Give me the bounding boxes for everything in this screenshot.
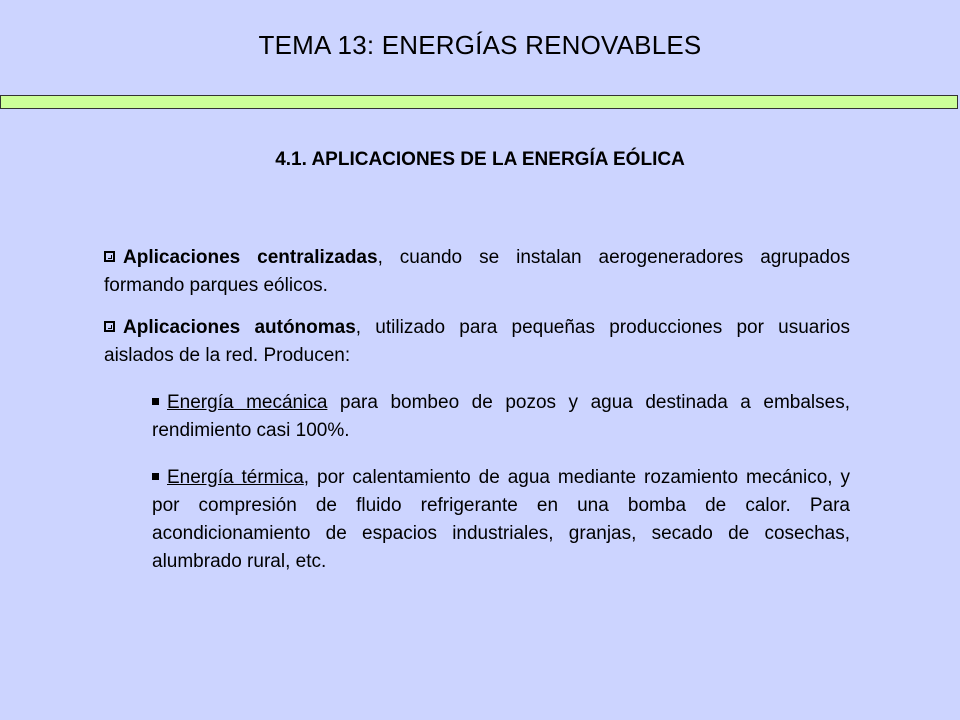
sub-list-item — [152, 464, 850, 576]
square-bullet-icon — [152, 398, 159, 405]
checkbox-bullet-icon — [104, 321, 115, 332]
checkbox-bullet-icon — [104, 251, 115, 262]
slide-title: TEMA 13: ENERGÍAS RENOVABLES — [258, 30, 702, 60]
content-body — [104, 244, 850, 590]
item-bold-label: Aplicaciones centralizadas — [123, 247, 378, 268]
list-item — [104, 314, 850, 370]
subitem-underlined-label: Energía térmica — [167, 467, 304, 488]
item-text: , utilizado para pequeñas producciones por usuarios aislados de la red. Producen: — [104, 317, 850, 366]
item-text: , cuando se instalan aerogeneradores agrupados formando parques eólicos. — [104, 247, 850, 296]
sub-list-item — [152, 389, 850, 445]
section-heading: 4.1. APLICACIONES DE LA ENERGÍA EÓLICA — [275, 149, 685, 170]
subitem-text: para bombeo de pozos y agua destinada a embalses, rendimiento casi 100%. — [152, 392, 850, 441]
subitem-text: , por calentamiento de agua mediante rozamiento mecánico, y por compresión de fluido refrigerante en una bomba de calor. Para acondicionamiento de espacios industriales, granjas, secado de cosechas, alumbrado rural, etc. — [152, 467, 850, 572]
square-bullet-icon — [152, 473, 159, 480]
item-bold-label: Aplicaciones autónomas — [123, 317, 356, 338]
subitem-underlined-label: Energía mecánica — [167, 392, 328, 413]
title-divider-bar — [0, 95, 958, 109]
list-item — [104, 244, 850, 300]
